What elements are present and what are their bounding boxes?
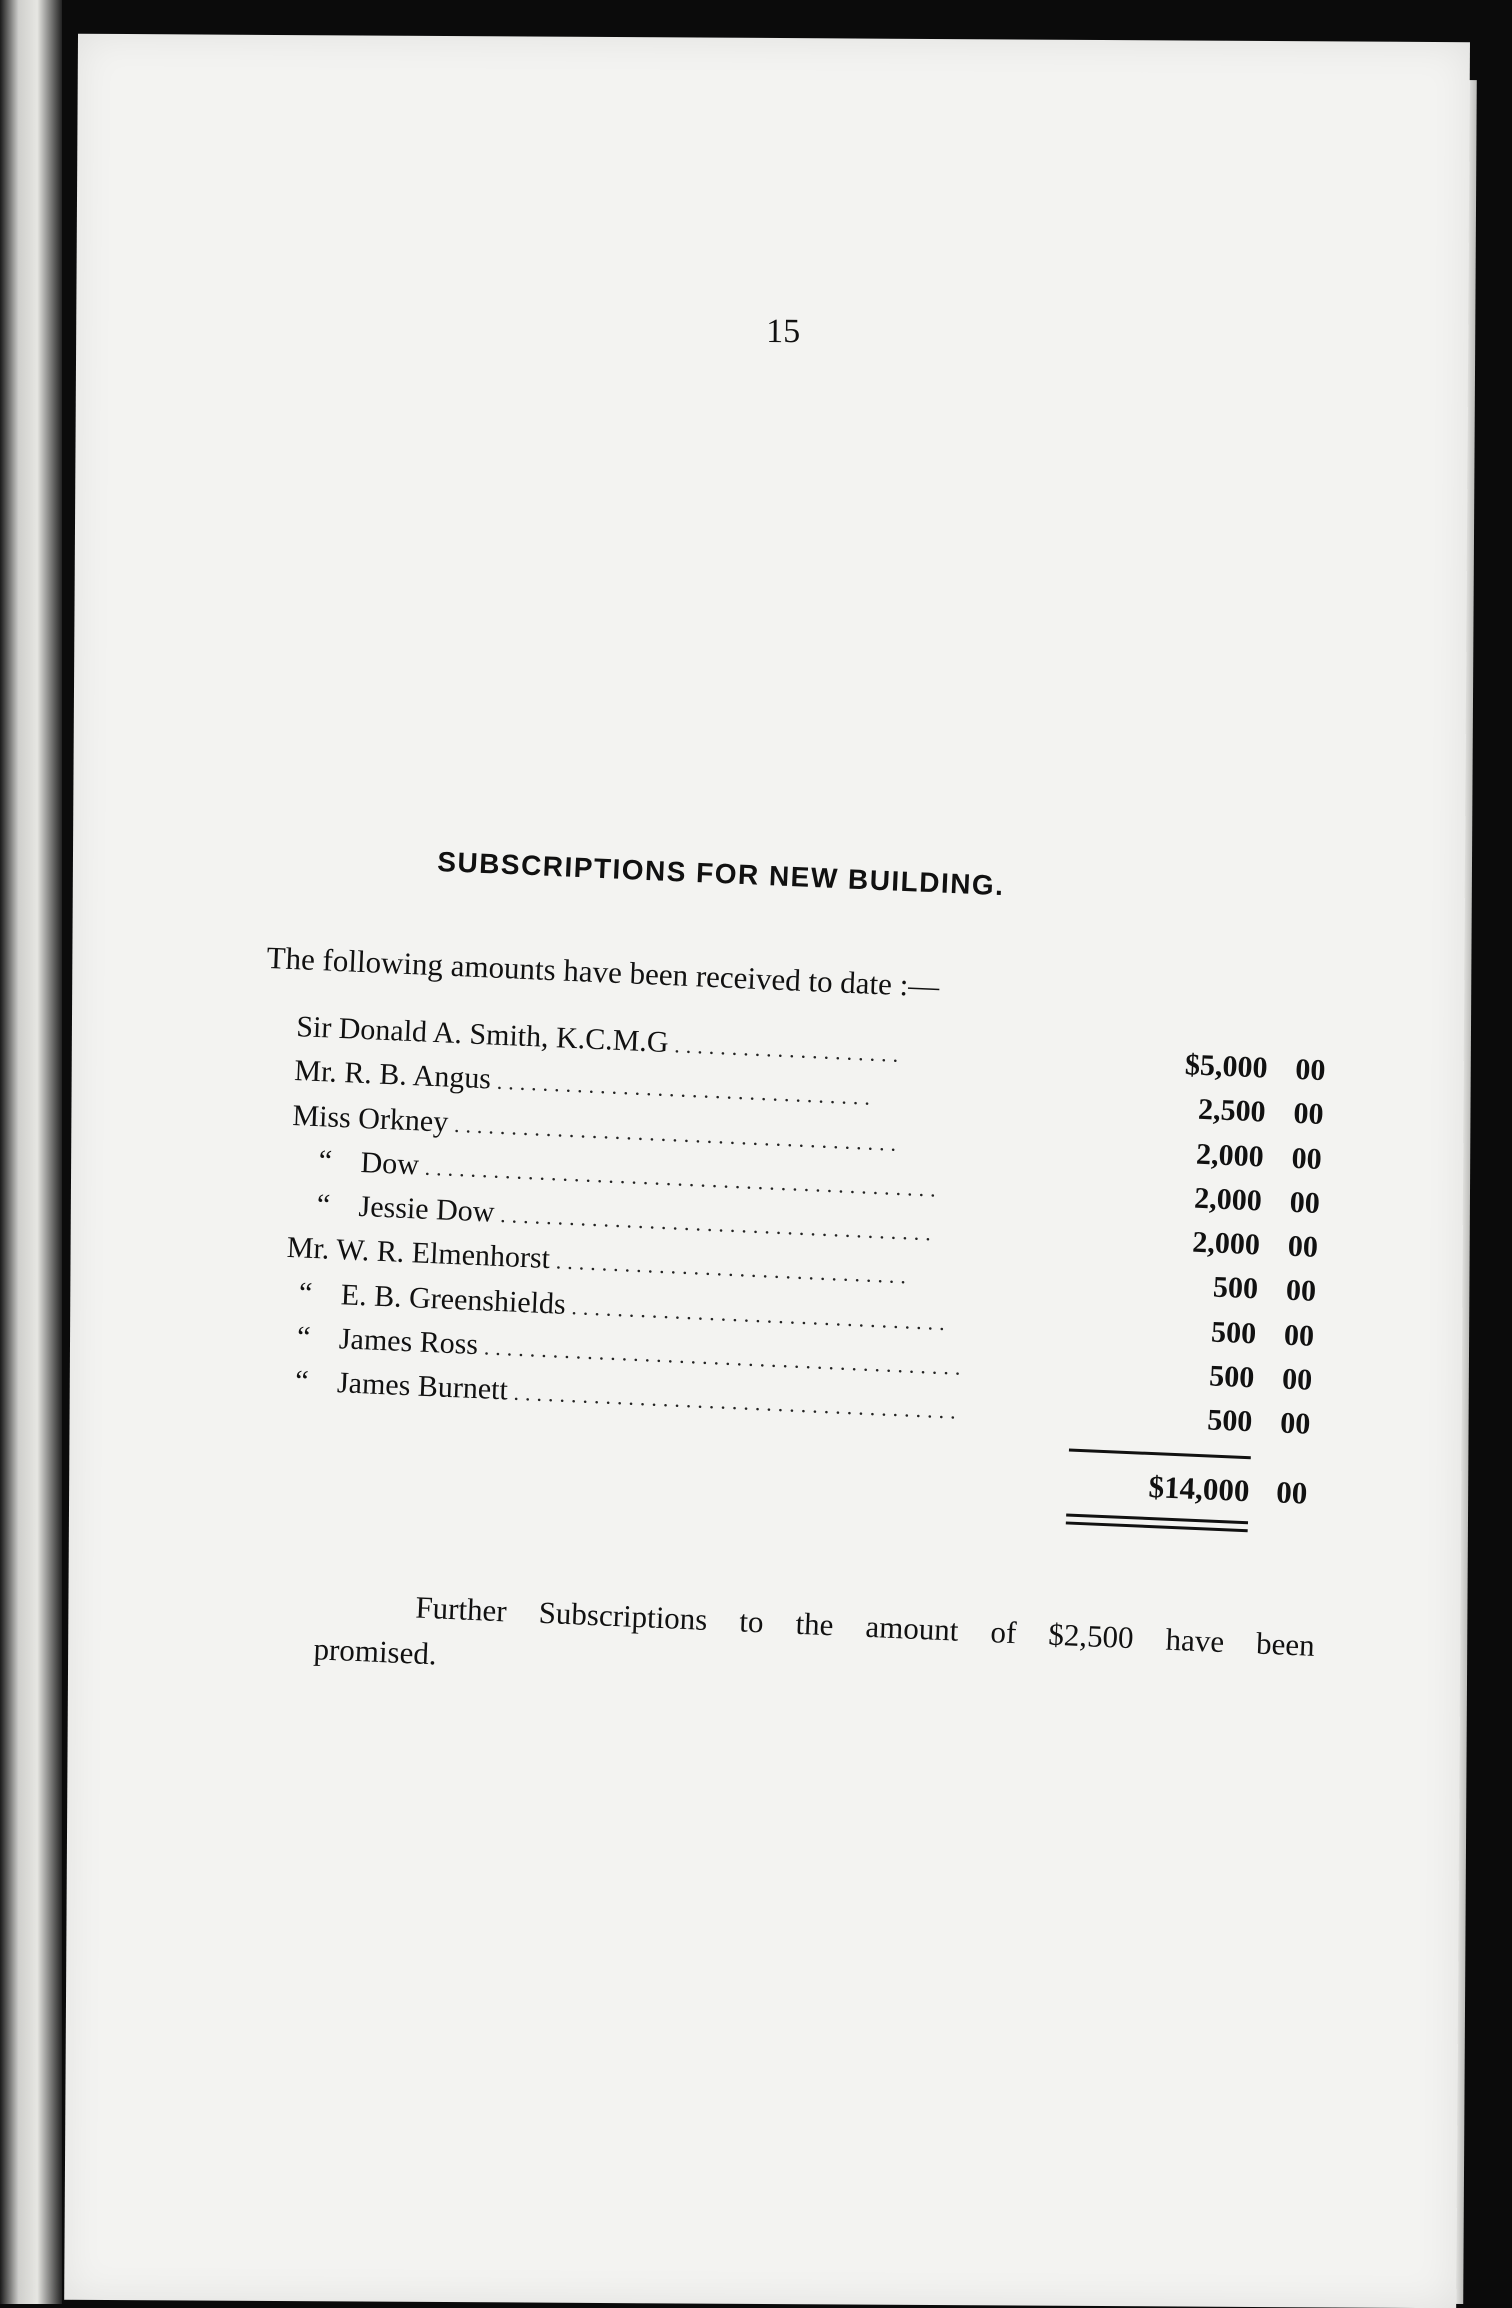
document-page bbox=[64, 34, 1470, 2308]
amount-cents: 00 bbox=[1289, 1185, 1321, 1220]
intro-line: The following amounts have been received to date :— bbox=[265, 939, 941, 1004]
ditto-mark: “ bbox=[317, 1144, 333, 1178]
dot-leader: ............................................. bbox=[424, 1154, 943, 1202]
dot-leader: ................................. bbox=[496, 1069, 877, 1111]
total-cents: 00 bbox=[1275, 1474, 1309, 1511]
dot-leader: ...................................... bbox=[499, 1202, 938, 1246]
dot-leader: ................................. bbox=[571, 1293, 952, 1336]
section-heading: SUBSCRIPTIONS FOR NEW BUILDING. bbox=[436, 845, 1006, 902]
amount-dollars: 500 bbox=[1206, 1403, 1254, 1439]
amount-cents: 00 bbox=[1292, 1097, 1325, 1132]
amount-dollars: 2,000 bbox=[1195, 1137, 1265, 1174]
subscriber-name: “ James Burnett bbox=[294, 1364, 509, 1407]
subscriber-name: “ E. B. Greenshields bbox=[298, 1276, 567, 1321]
total-double-rule bbox=[1066, 1513, 1248, 1532]
note-line-1: Further Subscriptions to the amount of $2,500 have been bbox=[414, 1589, 1316, 1663]
page-content bbox=[64, 34, 1470, 2308]
amount-dollars: 500 bbox=[1210, 1315, 1257, 1351]
total-dollars: $14,000 bbox=[1147, 1468, 1251, 1508]
subscriber-name: “ Dow bbox=[317, 1144, 420, 1182]
subscriber-name: Sir Donald A. Smith, K.C.M.G bbox=[295, 1010, 670, 1059]
subscriber-name: Mr. R. B. Angus bbox=[293, 1054, 492, 1096]
ditto-mark: “ bbox=[294, 1364, 310, 1399]
page-number: 15 bbox=[766, 312, 801, 351]
amount-cents: 00 bbox=[1283, 1318, 1315, 1353]
subscriber-name: “ James Ross bbox=[296, 1320, 479, 1362]
amount-dollars: 500 bbox=[1212, 1271, 1259, 1306]
dot-leader: .................... bbox=[673, 1032, 905, 1068]
note-line-2: promised. bbox=[312, 1631, 438, 1672]
amount-cents: 00 bbox=[1281, 1362, 1313, 1397]
subscription-list bbox=[277, 1010, 1327, 1534]
sum-rule bbox=[1069, 1448, 1251, 1459]
dot-leader: ....................................... bbox=[513, 1380, 963, 1425]
amount-cents: 00 bbox=[1287, 1229, 1319, 1265]
subscriber-name: “ Jessie Dow bbox=[316, 1188, 496, 1229]
subscriber-name: Miss Orkney bbox=[291, 1098, 449, 1139]
dot-leader: ....................................... bbox=[453, 1111, 903, 1156]
amount-cents: 00 bbox=[1279, 1406, 1311, 1442]
dot-leader: ............................... bbox=[555, 1248, 913, 1290]
amount-cents: 00 bbox=[1294, 1052, 1327, 1088]
previous-page-edge bbox=[0, 0, 62, 2304]
amount-cents: 00 bbox=[1290, 1141, 1323, 1176]
dot-leader: .......................................... bbox=[483, 1334, 968, 1381]
further-subscriptions-note bbox=[313, 1580, 1316, 1715]
amount-dollars: 2,000 bbox=[1191, 1225, 1261, 1262]
amount-cents: 00 bbox=[1285, 1274, 1317, 1309]
ditto-mark: “ bbox=[316, 1188, 331, 1222]
amount-dollars: 2,500 bbox=[1197, 1093, 1267, 1129]
subscriber-name: Mr. W. R. Elmenhorst bbox=[286, 1231, 551, 1276]
amount-dollars: 500 bbox=[1208, 1359, 1255, 1395]
ditto-mark: “ bbox=[298, 1276, 313, 1310]
ditto-mark: “ bbox=[296, 1320, 312, 1355]
amount-dollars: 2,000 bbox=[1193, 1181, 1263, 1218]
amount-dollars: $5,000 bbox=[1184, 1048, 1269, 1085]
